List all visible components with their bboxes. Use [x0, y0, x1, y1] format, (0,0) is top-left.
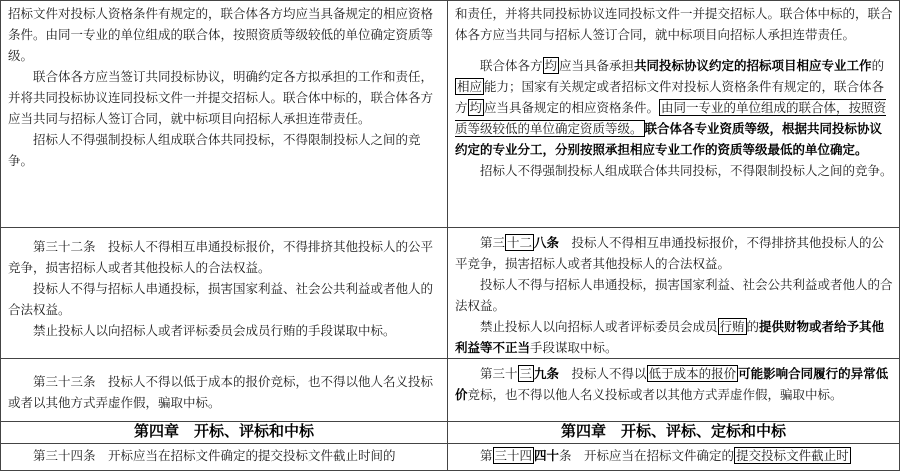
inserted-text: 可能影响合同履行的异常低价	[455, 366, 889, 402]
revision-box: 均	[469, 100, 483, 115]
right-paragraph: 招标人不得强制投标人组成联合体共同投标，不得限制投标人之间的竞争。	[480, 163, 893, 178]
revision-box: 三十四	[494, 448, 533, 463]
inserted-text: 共同投标协议约定的招标项目相应专业工作	[634, 58, 872, 73]
left-cell-low-price	[1, 359, 448, 422]
inserted-text: 提供财物或者给予其他利益等不正当	[455, 319, 885, 355]
left-paragraph: 第三十三条 投标人不得以低于成本的报价竞标，也不得以他人名义投标或者以其他方式弄虚作假，骗取中标。	[8, 374, 434, 410]
left-paragraph: 禁止投标人以向招标人或者评标委员会成员行贿的手段谋取中标。	[33, 323, 396, 338]
text-run: 手段谋取中标。	[530, 340, 618, 355]
revision-box: 相应	[457, 79, 483, 94]
text-run: 能力；国家有关规定或者招标文件对投标人资格条件有规定的，联合体各方	[455, 79, 885, 115]
table-row	[1, 1, 900, 228]
revision-box: 三	[519, 366, 533, 381]
right-paragraph-revised	[455, 232, 893, 274]
inserted-text: 四十	[534, 448, 560, 463]
text-run: 的	[871, 58, 885, 73]
text-run: 应当具备承担	[559, 58, 635, 73]
revision-box: 由同一专业的单位组成的联合体，按照资质等级较低的单位确定资质等级。	[455, 100, 887, 136]
left-cell-collusion	[1, 228, 448, 359]
text-run: 条 开标应当在招标文件确定的	[559, 448, 735, 463]
right-cell-bid-opening	[448, 444, 900, 471]
left-paragraph: 联合体各方应当签订共同投标协议，明确约定各方拟承担的工作和责任，并将共同投标协议连同投标文件一并提交招标人。联合体中标的，联合体各方应当共同与招标人签订合同，就中标项目向招标人承担连带责任。	[8, 69, 434, 126]
table-row	[1, 359, 900, 422]
right-cell-joint-bidding	[448, 1, 900, 228]
revision-box: 低于成本的报价	[648, 366, 737, 381]
chapter-row	[1, 422, 900, 444]
right-paragraph: 投标人不得与招标人串通投标，损害国家利益、社会公共利益或者他人的合法权益。	[455, 277, 893, 313]
text-run: 第三	[480, 235, 506, 250]
revision-box: 十二	[507, 235, 533, 250]
text-run: 第三十	[480, 366, 518, 381]
text-run: 第	[480, 448, 493, 463]
inserted-text: 联合体各专业资质等级，根据共同投标协议约定的专业分工，分别按照承担相应专业工作的资质等级最低的单位确定。	[455, 121, 883, 157]
right-cell-collusion	[448, 228, 900, 359]
table-row	[1, 444, 900, 471]
right-paragraph-revised	[455, 363, 893, 405]
revision-box: 提交投标文件截止时	[736, 448, 849, 463]
inserted-text: 九条	[534, 366, 560, 381]
text-run: 投标人不得相互串通投标报价，不得排挤其他投标人的公平竞争，损害招标人或者其他投标人的合法权益。	[455, 235, 885, 271]
right-paragraph-revised	[455, 316, 893, 358]
revision-box: 均	[544, 58, 558, 73]
text-run: 的	[746, 319, 760, 334]
chapter-heading-right: 第四章 开标、评标、定标和中标	[448, 422, 900, 444]
left-cell-joint-bidding	[1, 1, 448, 228]
text-run: 投标人不得以	[559, 366, 647, 381]
text-run: 竞标，也不得以他人名义投标或者以其他方式弄虚作假，骗取中标。	[467, 387, 843, 402]
revision-box: 行贿	[719, 319, 745, 334]
right-paragraph-revised	[455, 55, 893, 160]
left-paragraph: 招标文件对投标人资格条件有规定的，联合体各方均应当具备规定的相应资格条件。由同一专业的单位组成的联合体，按照资质等级较低的单位确定资质等级。	[8, 6, 434, 63]
left-paragraph: 投标人不得与招标人串通投标，损害国家利益、社会公共利益或者他人的合法权益。	[8, 281, 434, 317]
left-paragraph: 招标人不得强制投标人组成联合体共同投标，不得限制投标人之间的竞争。	[8, 132, 421, 168]
table-row	[1, 228, 900, 359]
left-cell-bid-opening	[1, 444, 448, 471]
text-run: 禁止投标人以向招标人或者评标委员会成员	[480, 319, 718, 334]
chapter-heading-left: 第四章 开标、评标和中标	[1, 422, 448, 444]
right-paragraph: 和责任，并将共同投标协议连同投标文件一并提交招标人。联合体中标的，联合体各方应当共同与招标人签订合同，就中标项目向招标人承担连带责任。	[455, 6, 893, 42]
text-run: 联合体各方	[480, 58, 543, 73]
inserted-text: 八条	[534, 235, 560, 250]
right-cell-low-price	[448, 359, 900, 422]
left-paragraph: 第三十四条 开标应当在招标文件确定的提交投标文件截止时间的	[33, 448, 396, 463]
left-paragraph: 第三十二条 投标人不得相互串通投标报价，不得排挤其他投标人的公平竞争，损害招标人或者其他投标人的合法权益。	[8, 239, 434, 275]
text-run: 应当具备规定的相应资格条件。	[484, 100, 660, 115]
